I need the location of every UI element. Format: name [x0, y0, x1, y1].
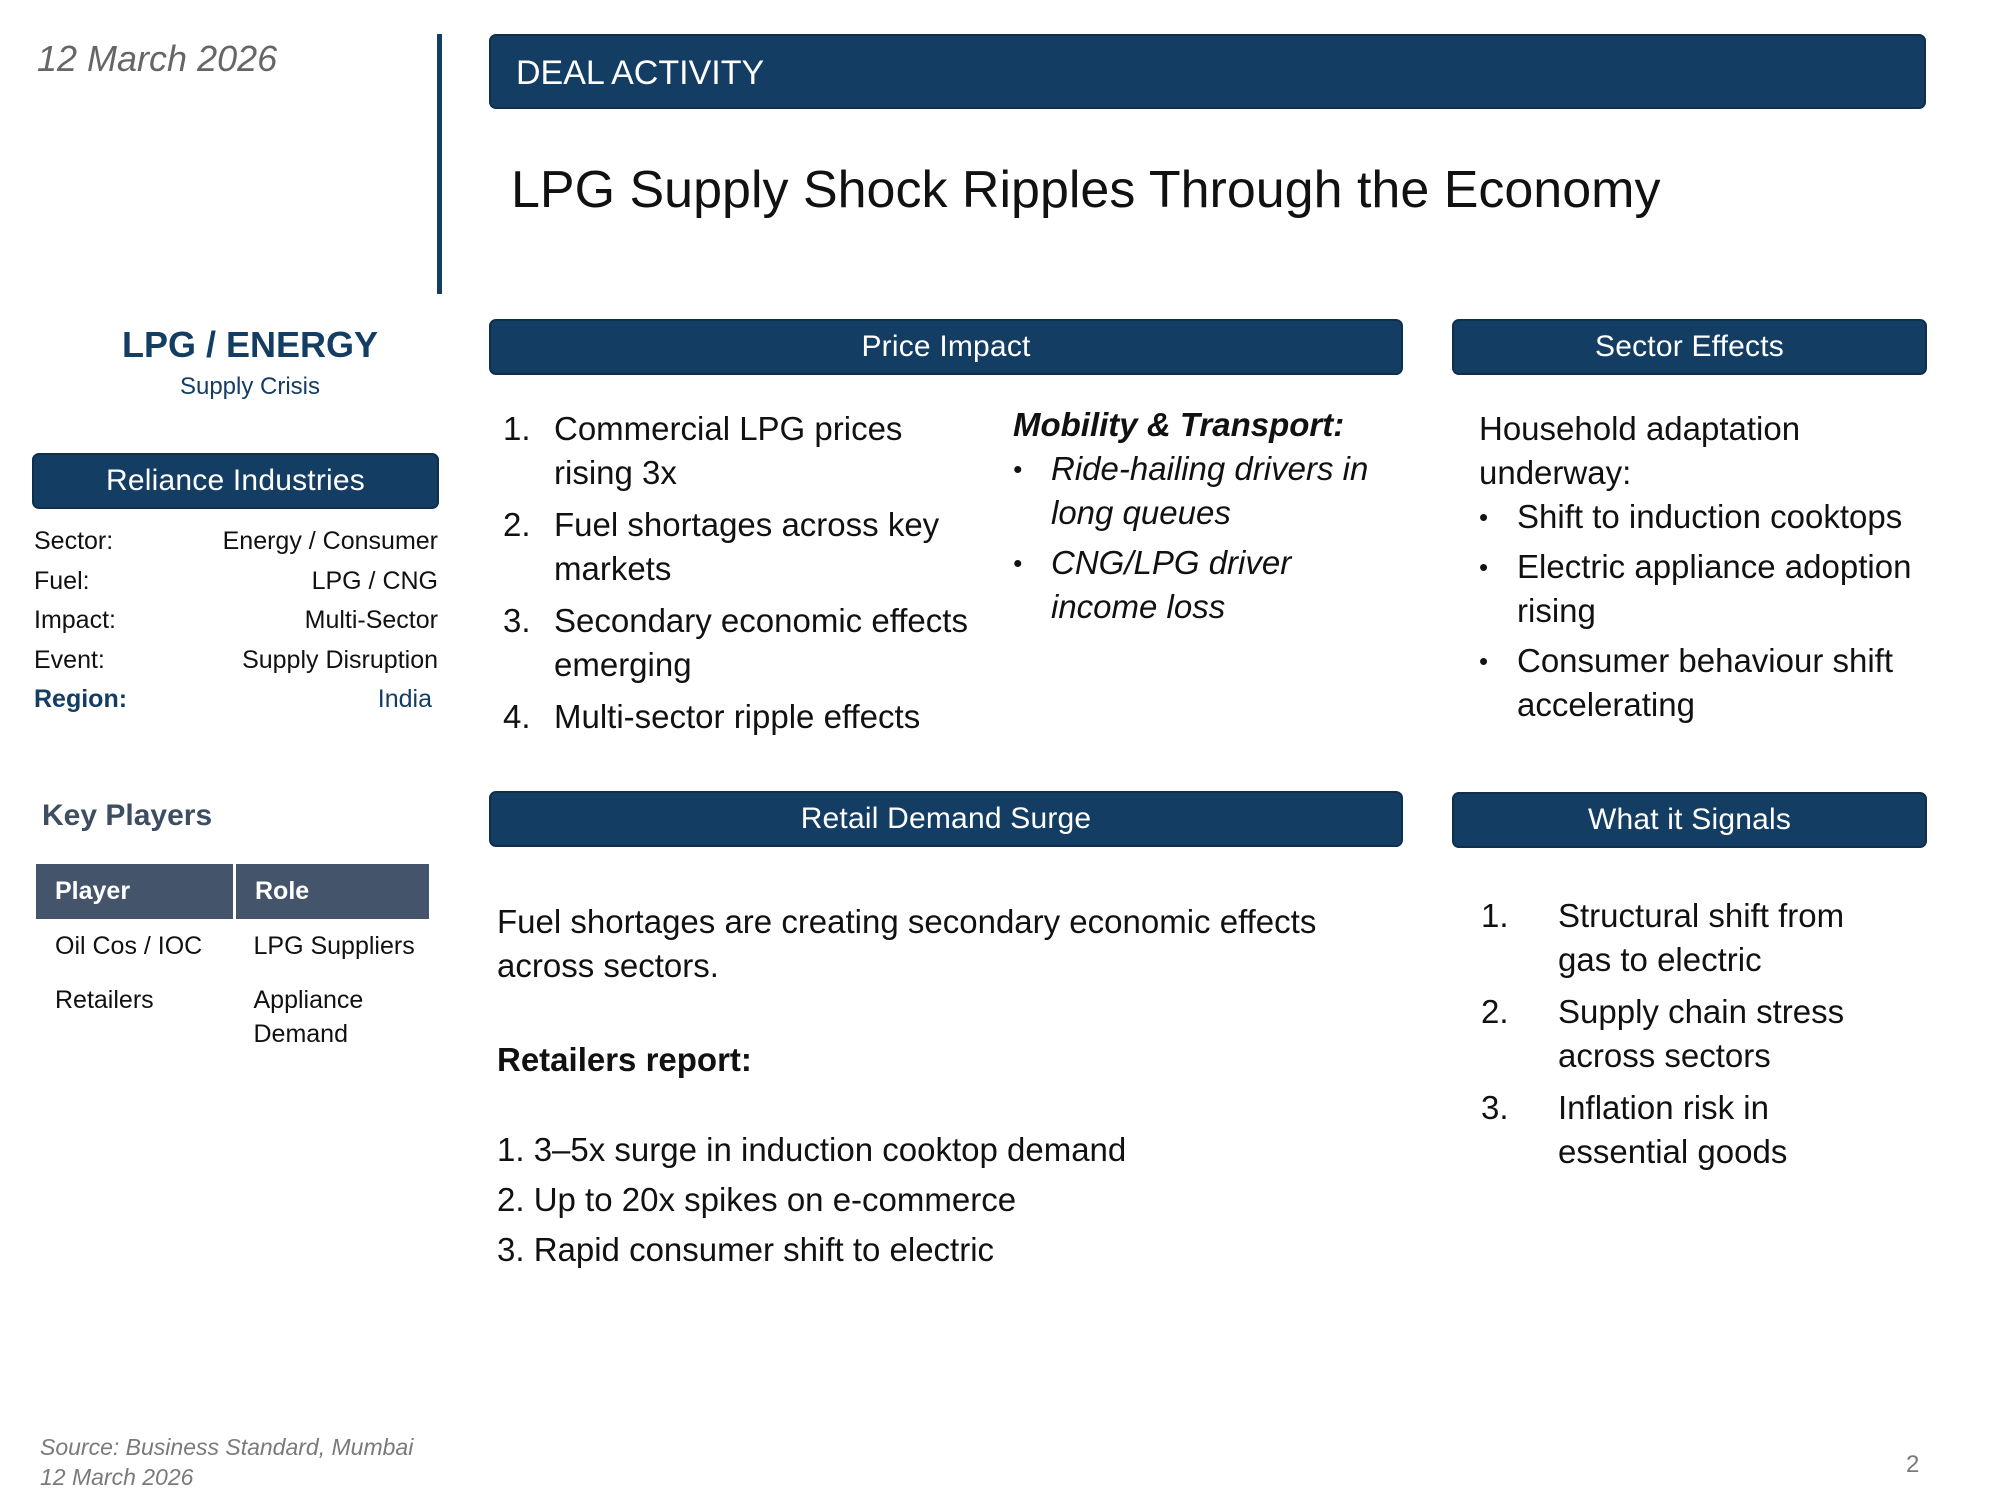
bullet-dot-icon: •	[1013, 548, 1023, 578]
list-text: CNG/LPG driver income loss	[1051, 544, 1292, 625]
list-text: Electric appliance adoption rising	[1517, 548, 1912, 629]
key-players-table	[36, 864, 429, 1061]
info-value: India	[377, 685, 432, 714]
list-number: 2.	[1481, 993, 1509, 1030]
list-item	[1481, 1086, 1911, 1174]
mobility-block	[1013, 403, 1403, 635]
price-impact-title: Price Impact	[861, 330, 1031, 363]
info-row-impact	[34, 601, 438, 641]
list-text: Shift to induction cooktops	[1517, 498, 1903, 535]
list-text: Structural shift from gas to electric	[1558, 897, 1845, 978]
list-number: 4.	[503, 698, 531, 735]
list-number: 1.	[503, 410, 531, 447]
list-item	[503, 695, 973, 739]
price-impact-banner	[489, 319, 1403, 375]
list-number: 1.	[1481, 897, 1509, 934]
list-item	[1013, 447, 1403, 535]
page-number: 2	[1906, 1451, 1920, 1478]
page-title: LPG Supply Shock Ripples Through the Economy	[511, 161, 1661, 219]
info-row-sector	[34, 522, 438, 562]
sector-effects-title: Sector Effects	[1595, 330, 1784, 363]
list-item	[1013, 541, 1403, 629]
list-text: Secondary economic effects emerging	[554, 602, 968, 683]
info-value: Multi-Sector	[304, 606, 438, 635]
info-row-region	[34, 680, 438, 720]
table-header-row	[36, 864, 429, 919]
table-cell: Appliance Demand	[253, 986, 364, 1048]
list-text: Fuel shortages across key markets	[554, 506, 940, 587]
list-text: Commercial LPG prices rising 3x	[554, 410, 903, 491]
section-label: DEAL ACTIVITY	[516, 54, 765, 92]
bullet-dot-icon: •	[1479, 552, 1489, 582]
key-players-title: Key Players	[42, 799, 213, 832]
bullet-dot-icon: •	[1013, 454, 1023, 484]
list-item	[503, 599, 973, 687]
info-label: Event:	[34, 645, 105, 674]
sector-effects-block	[1479, 407, 1929, 733]
list-item	[1479, 639, 1929, 727]
company-name: Reliance Industries	[106, 464, 365, 497]
retail-title: Retail Demand Surge	[800, 802, 1092, 835]
signals-list	[1481, 894, 1911, 1182]
info-value: LPG / CNG	[311, 566, 438, 595]
bullet-dot-icon: •	[1479, 646, 1489, 676]
list-text: Supply chain stress across sectors	[1558, 993, 1845, 1074]
list-text: Ride-hailing drivers in long queues	[1051, 450, 1369, 531]
company-banner	[32, 453, 439, 509]
list-item	[1479, 545, 1929, 633]
source-date: 12 March 2026	[40, 1464, 194, 1490]
list-text: Consumer behaviour shift accelerating	[1517, 642, 1894, 723]
list-item: 3. Rapid consumer shift to electric	[497, 1231, 995, 1268]
list-item: 1. 3–5x surge in induction cooktop demand	[497, 1131, 1127, 1168]
info-row-fuel	[34, 562, 438, 602]
info-label: Fuel:	[34, 566, 90, 595]
list-number: 2.	[503, 506, 531, 543]
list-item	[503, 503, 973, 591]
list-text: Multi-sector ripple effects	[554, 698, 921, 735]
source-line: Source: Business Standard, Mumbai	[40, 1434, 414, 1460]
list-item: 2. Up to 20x spikes on e-commerce	[497, 1181, 1017, 1218]
retail-banner	[489, 791, 1403, 847]
list-item	[1481, 894, 1911, 982]
info-value: Supply Disruption	[242, 645, 438, 674]
signals-banner	[1452, 792, 1927, 848]
column-header: Role	[235, 864, 430, 919]
retail-list	[497, 1128, 1377, 1272]
report-date: 12 March 2026	[37, 38, 278, 79]
column-header: Player	[36, 864, 235, 919]
table-cell: Oil Cos / IOC	[55, 932, 203, 960]
sector-title: LPG / ENERGY	[121, 324, 379, 365]
info-value: Energy / Consumer	[222, 527, 438, 556]
source-note	[40, 1432, 413, 1492]
retail-block	[497, 900, 1377, 1272]
table-row	[36, 973, 429, 1061]
list-number: 3.	[503, 602, 531, 639]
list-item	[1479, 495, 1929, 539]
header-divider	[437, 34, 442, 294]
list-item	[1481, 990, 1911, 1078]
section-banner	[489, 34, 1926, 109]
info-label: Region:	[34, 685, 128, 714]
list-item	[503, 407, 973, 495]
bullet-dot-icon: •	[1479, 502, 1489, 532]
list-text: Inflation risk in essential goods	[1558, 1089, 1788, 1170]
company-info-table	[34, 522, 438, 720]
sector-effects-banner	[1452, 319, 1927, 375]
sector-effects-intro: Household adaptation underway:	[1479, 410, 1801, 491]
retail-intro: Fuel shortages are creating secondary economic effects across sectors.	[497, 903, 1317, 984]
info-label: Sector:	[34, 527, 114, 556]
sector-subtitle: Supply Crisis	[179, 373, 321, 400]
table-cell: Retailers	[55, 986, 154, 1014]
list-number: 3.	[1481, 1089, 1509, 1126]
price-impact-list	[503, 407, 973, 747]
info-row-event	[34, 641, 438, 681]
mobility-title: Mobility & Transport:	[1013, 406, 1345, 443]
retail-report-label: Retailers report:	[497, 1041, 752, 1078]
signals-title: What it Signals	[1587, 803, 1792, 836]
table-cell: LPG Suppliers	[253, 932, 415, 960]
table-row	[36, 919, 429, 973]
info-label: Impact:	[34, 606, 116, 635]
